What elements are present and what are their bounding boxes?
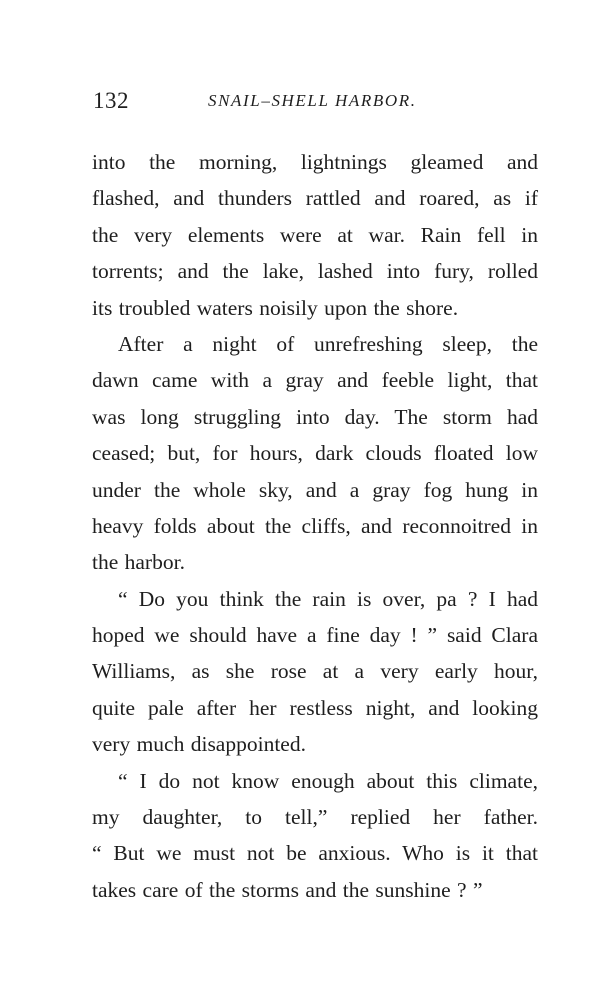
text-line: the harbor. [92, 550, 185, 575]
text-line: Williams, as she rose at a very early hour, [92, 659, 538, 684]
text-line: ceased; but, for hours, dark clouds floated low [92, 441, 538, 466]
text-line: takes care of the storms and the sunshine ? ” [92, 877, 483, 902]
text-line: flashed, and thunders rattled and roared, as if [92, 186, 538, 211]
body-text [92, 144, 538, 908]
text-line: “ I do not know enough about this climate, [118, 768, 538, 793]
text-line: dawn came with a gray and feeble light, that [92, 368, 538, 393]
text-line: After a night of unrefreshing sleep, the [118, 331, 538, 356]
text-line: into the morning, lightnings gleamed and [92, 150, 538, 174]
text-line: “ But we must not be anxious. Who is it that [92, 841, 538, 866]
text-line: “ Do you think the rain is over, pa ? I had [118, 586, 538, 611]
text-line: under the whole sky, and a gray fog hung in [92, 477, 538, 502]
text-line: was long struggling into day. The storm had [92, 404, 538, 429]
text-line: my daughter, to tell,” replied her father. [92, 805, 538, 830]
text-line: hoped we should have a fine day ! ” said Clara [92, 623, 538, 648]
text-line: heavy folds about the cliffs, and reconnoitred in [92, 513, 538, 538]
running-head [93, 88, 538, 118]
text-line: the very elements were at war. Rain fell in [92, 222, 538, 247]
page-number: 132 [93, 88, 129, 113]
text-line: its troubled waters noisily upon the shore. [92, 295, 459, 320]
text-line: torrents; and the lake, lashed into fury, rolled [92, 259, 538, 284]
running-title: SNAIL–SHELL HARBOR. [208, 91, 417, 110]
text-line: very much disappointed. [92, 732, 306, 757]
text-line: quite pale after her restless night, and looking [92, 695, 538, 720]
